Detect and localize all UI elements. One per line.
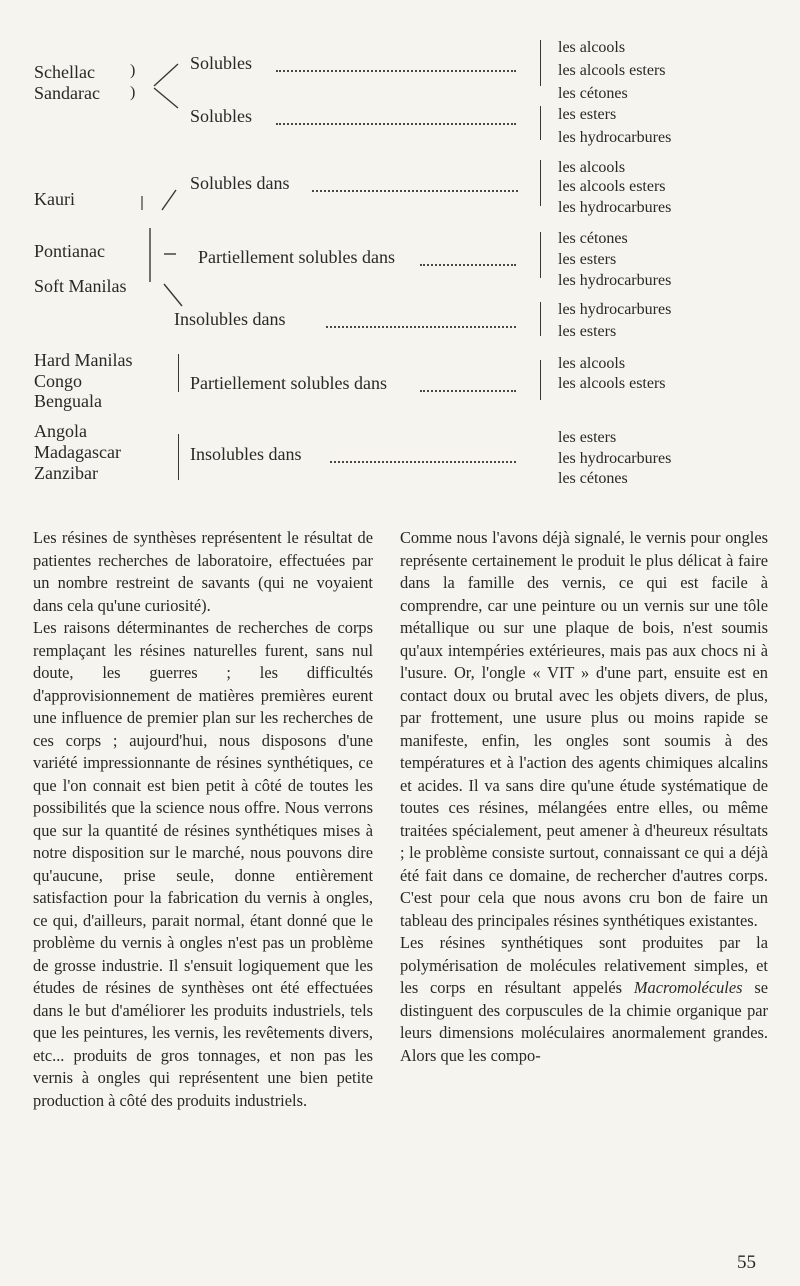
resin-brace	[178, 354, 179, 392]
solvent: les alcools esters	[558, 178, 666, 195]
resin-name: Angola	[34, 421, 87, 441]
solvent: les esters	[558, 429, 617, 446]
solvent-brace	[540, 302, 541, 336]
resin-name: Kauri	[34, 189, 75, 209]
solvent: les cétones	[558, 85, 628, 102]
solvent: les hydrocarbures	[558, 272, 672, 289]
resin-name: Hard Manilas	[34, 350, 133, 370]
solvent-brace	[540, 360, 541, 400]
solvent-brace	[540, 40, 541, 86]
branch-lines	[140, 224, 190, 310]
property-label: Solubles dans	[190, 173, 290, 193]
leader-dots	[276, 70, 516, 72]
resin-brace	[178, 434, 179, 480]
solvent: les esters	[558, 323, 617, 340]
paragraph-text: se distinguent des corpuscules de la chimie organique par leurs dimensions moléculaires anormalement grandes. Alors que les compo-	[400, 978, 768, 1065]
resin-name: Zanzibar	[34, 463, 98, 483]
solvent: les esters	[558, 106, 617, 123]
solvent: les alcools	[558, 39, 626, 56]
resin-name: Soft Manilas	[34, 276, 127, 296]
bracket-mark: )	[130, 84, 136, 101]
leader-dots	[420, 264, 516, 266]
resin-name: Sandarac	[34, 83, 100, 103]
solvent-brace	[540, 106, 541, 140]
property-label: Insolubles dans	[174, 309, 286, 329]
leader-dots	[312, 190, 518, 192]
property-label: Partiellement solubles dans	[198, 247, 395, 267]
paragraph: Les résines de synthèses représentent le résultat de patientes recherches de laboratoire, effectuées par un nombre restreint de savants (qui ne voyaient dans cela qu'une curiosité).	[33, 528, 373, 615]
resin-name: Madagascar	[34, 442, 121, 462]
solvent: les hydrocarbures	[558, 450, 672, 467]
solvent: les cétones	[558, 470, 628, 487]
solvent: les alcools	[558, 355, 626, 372]
leader-dots	[330, 461, 516, 463]
solvent-brace	[540, 232, 541, 278]
resin-name: Pontianac	[34, 241, 105, 261]
property-label: Solubles	[190, 53, 253, 73]
branch-lines	[152, 60, 182, 110]
resin-name: Schellac	[34, 62, 95, 82]
paragraph: Comme nous l'avons déjà signalé, le vernis pour ongles représente certainement le produit le plus délicat à faire dans la famille des vernis, ce qui est facile à comprendre, car une peinture ou un vernis sur une tôle métallique ou sur une plaque de bois, n'est soumis qu'aux intempéries extérieures, mais pas aux chocs ni à l'usure. Or, l'ongle « VIT » d'une part, ensuite est en contact doux ou brutal avec les objets divers, de plus, par frottement, une usure plus ou moins rapide se manifeste, enfin, les ongles sont soumis à des températures et à l'action des agents chimiques alcalins et acides. Il va sans dire qu'une étude systématique de toutes ces résines, mélangées entre elles, ou même traitées spécialement, peut amener à d'heureux résultats ; le problème consiste surtout, connaissant ce qui a déjà été fait dans ce domaine, de rechercher d'autres corps. C'est pour cela que nous avons cru bon de faire un tableau des principales résines synthétiques existantes.	[400, 528, 768, 930]
paragraph-text: Les résines synthétiques sont produites par la polymérisation de molécules relativement simples, et les corps en résultant appelés	[400, 933, 768, 997]
solvent: les hydrocarbures	[558, 129, 672, 146]
property-label: Partiellement solubles dans	[190, 373, 387, 393]
branch-lines	[140, 186, 180, 216]
resin-name: Benguala	[34, 391, 102, 411]
body-column-right	[400, 527, 768, 1067]
solvent: les alcools esters	[558, 375, 666, 392]
solvent: les alcools	[558, 159, 626, 176]
paragraph	[400, 932, 768, 1067]
leader-dots	[420, 390, 516, 392]
solvent: les hydrocarbures	[558, 301, 672, 318]
page-number: 55	[737, 1252, 756, 1273]
solvent: les alcools esters	[558, 62, 666, 79]
paragraph: Les raisons déterminantes de recherches de corps remplaçant les résines naturelles furent, sans nul doute, les guerres ; les difficultés d'approvisionnement de matières premières eurent une influence de premier plan sur les recherches de ces corps ; aujourd'hui, nous disposons d'une variété impressionnante de résines synthétiques, ce que l'on connait est bien petit à côté de toutes les possibilités que la science nous offre. Nous verrons que sur la quantité de résines synthétiques mises à notre disposition sur le marché, nous pouvons dire qu'aucune, prise seule, donne entièrement satisfaction pour la fabrication du vernis à ongles, ce qui, d'ailleurs, parait normal, étant donné que le problème du vernis à ongles n'est pas un problème de grosse industrie. Il s'ensuit logiquement que les études de résines de synthèses ont été effectuées dans le but d'améliorer les produits industriels, tels que les peintures, les vernis, les revêtements divers, etc... produits de gros tonnages, et non pas les vernis à ongles qui représentent une bien petite production à côté des produits industriels.	[33, 618, 373, 1110]
property-label: Solubles	[190, 106, 253, 126]
solvent: les hydrocarbures	[558, 199, 672, 216]
body-column-left	[33, 527, 373, 1112]
leader-dots	[276, 123, 516, 125]
solvent: les cétones	[558, 230, 628, 247]
solvent-brace	[540, 160, 541, 206]
leader-dots	[326, 326, 516, 328]
solvent: les esters	[558, 251, 617, 268]
emphasized-term: Macromolécules	[633, 978, 743, 997]
bracket-mark: )	[130, 62, 136, 79]
resin-name: Congo	[34, 371, 83, 391]
property-label: Insolubles dans	[190, 444, 302, 464]
